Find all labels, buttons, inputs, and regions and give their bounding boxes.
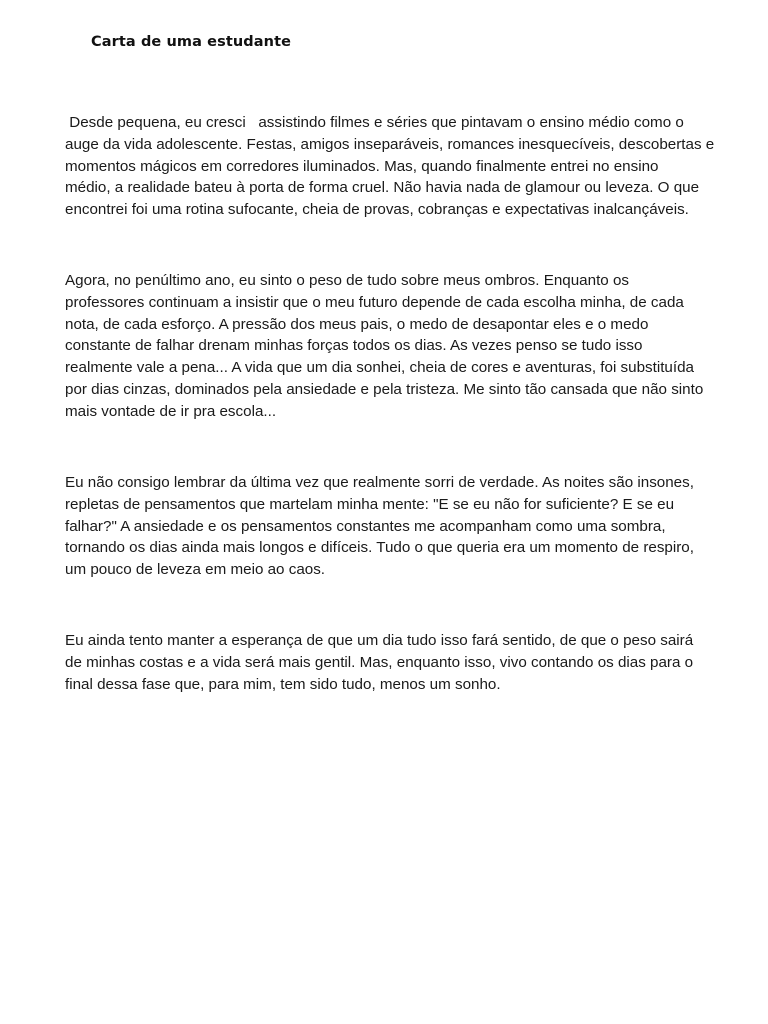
document-title: Carta de uma estudante (91, 34, 292, 50)
paragraph-4: Eu ainda tento manter a esperança de que um dia tudo isso fará sentido, de que o peso sairá de minhas costas e a vida será mais gentil. Mas, enquanto isso, vivo contando os dias para o final dessa fase que, para mim, tem sido tudo, menos um sonho. (65, 632, 694, 693)
paragraph-1: Desde pequena, eu cresci assistindo filmes e séries que pintavam o ensino médio como o auge da vida adolescente. Festas, amigos inseparáveis, romances inesquecíveis, descobertas e momentos mágicos em corredores iluminados. Mas, quando finalmente entrei no ensino médio, a realidade bateu à porta de forma cruel. Não havia nada de glamour ou leveza. O que encontrei foi uma rotina sufocante, cheia de provas, cobranças e expectativas inalcançáveis. (65, 114, 715, 219)
paragraph-3: Eu não consigo lembrar da última vez que realmente sorri de verdade. As noites são insones, repletas de pensamentos que martelam minha mente: "E se eu não for suficiente? E se eu falhar?" A ansiedade e os pensamentos constantes me acompanham como uma sombra, tornando os dias ainda mais longos e difíceis. Tudo o que queria era um momento de respiro, um pouco de leveza em meio ao caos. (65, 474, 694, 579)
paragraph-2: Agora, no penúltimo ano, eu sinto o peso de tudo sobre meus ombros. Enquanto os professores continuam a insistir que o meu futuro depende de cada escolha minha, de cada nota, de cada esforço. A pressão dos meus pais, o medo de desapontar eles e o medo constante de falhar drenam minhas forças todos os dias. As vezes penso se tudo isso realmente vale a pena... A vida que um dia sonhei, cheia de cores e aventuras, foi substituída por dias cinzas, dominados pela ansiedade e pela tristeza. Me sinto tão cansada que não sinto mais vontade de ir pra escola... (65, 272, 704, 420)
